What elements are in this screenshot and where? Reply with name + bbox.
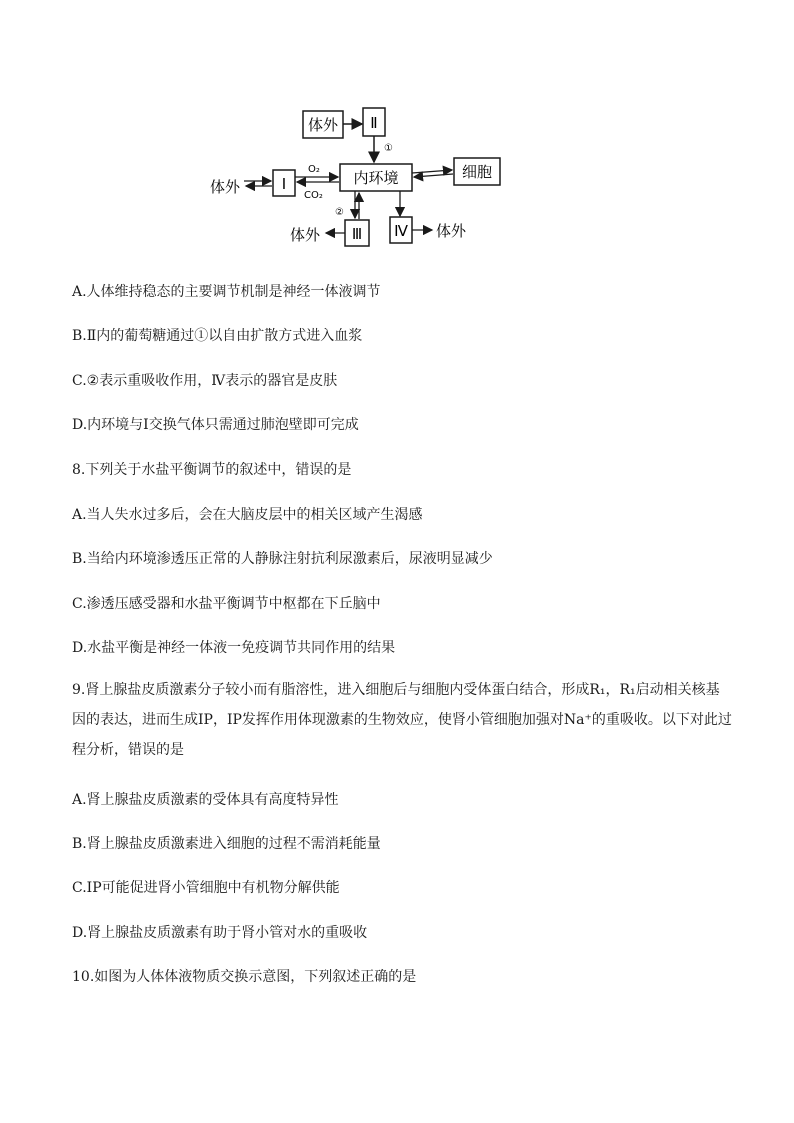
- o2-label: O₂: [308, 164, 320, 175]
- q7-option-a: A.人体维持稳态的主要调节机制是神经一体液调节: [72, 284, 381, 300]
- q8-option-d: D.水盐平衡是神经一体液一免疫调节共同作用的结果: [72, 640, 396, 656]
- q8-option-b: B.当给内环境渗透压正常的人静脉注射抗利尿激素后，尿液明显减少: [72, 551, 493, 567]
- organ-IV-label: Ⅳ: [394, 222, 408, 240]
- q8-option-c: C.渗透压感受器和水盐平衡调节中枢都在下丘脑中: [72, 596, 381, 612]
- q9-option-a: A.肾上腺盐皮质激素的受体具有高度特异性: [72, 792, 339, 808]
- mark-1: ①: [384, 143, 393, 154]
- q8-stem: 8.下列关于水盐平衡调节的叙述中，错误的是: [72, 462, 352, 478]
- q7-option-b: B.Ⅱ内的葡萄糖通过①以自由扩散方式进入血浆: [72, 328, 363, 344]
- outside-label-bottom-right: 体外: [436, 222, 467, 240]
- cell-label: 细胞: [461, 163, 493, 181]
- q8-option-a: A.当人失水过多后，会在大脑皮层中的相关区域产生渴感: [72, 507, 423, 523]
- q9-option-d: D.肾上腺盐皮质激素有助于肾小管对水的重吸收: [72, 925, 368, 941]
- organ-I-label: Ⅰ: [281, 175, 287, 193]
- arrow-inner-env-to-cell: [412, 170, 452, 173]
- body-fluid-exchange-diagram: [200, 100, 520, 250]
- outside-label-left: 体外: [210, 178, 241, 196]
- q7-option-c: C.②表示重吸收作用，Ⅳ表示的器官是皮肤: [72, 373, 338, 389]
- organ-II-label: Ⅱ: [370, 114, 378, 132]
- mark-2: ②: [335, 207, 344, 218]
- q9-option-b: B.肾上腺盐皮质激素进入细胞的过程不需消耗能量: [72, 836, 381, 852]
- q10-stem: 10.如图为人体体液物质交换示意图，下列叙述正确的是: [72, 969, 417, 985]
- q9-option-c: C.IP可能促进肾小管细胞中有机物分解供能: [72, 880, 340, 896]
- inner-environment-label: 内环境: [353, 169, 399, 187]
- organ-III-label: Ⅲ: [351, 225, 363, 243]
- co2-label: CO₂: [304, 190, 323, 201]
- q7-option-d: D.内环境与Ⅰ交换气体只需通过肺泡壁即可完成: [72, 417, 359, 433]
- q9-stem: 9.肾上腺盐皮质激素分子较小而有脂溶性，进入细胞后与细胞内受体蛋白结合，形成R₁，R₁启动相关核基因的表达，进而生成IP，IP发挥作用体现激素的生物效应，使肾小管细胞加强对Na⁺的重吸收。以下对此过程分析，错误的是: [72, 682, 732, 758]
- outside-label-bottom-left: 体外: [290, 226, 321, 244]
- arrow-cell-to-inner-env: [414, 174, 453, 177]
- outside-label-top: 体外: [307, 116, 339, 134]
